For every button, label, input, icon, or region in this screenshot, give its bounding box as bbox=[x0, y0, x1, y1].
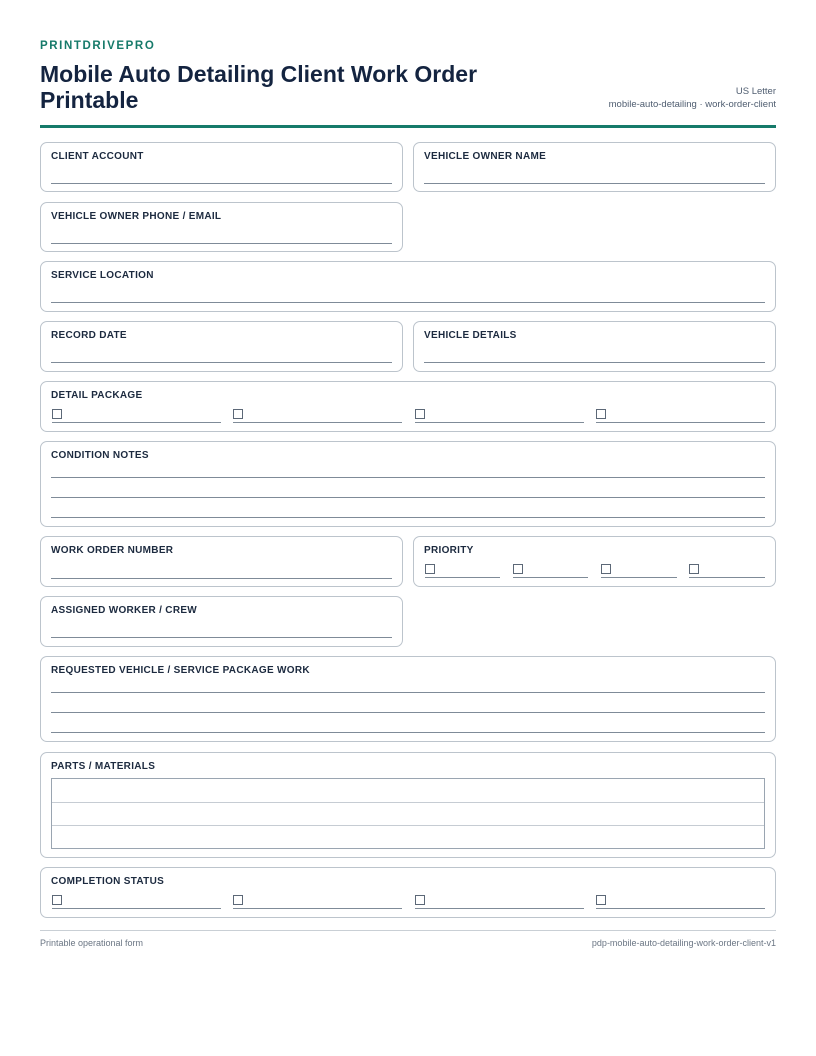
completion-status-label: COMPLETION STATUS bbox=[51, 876, 165, 887]
service-location-input-line[interactable] bbox=[51, 302, 765, 303]
priority-field bbox=[413, 536, 776, 587]
condition-notes-line[interactable] bbox=[51, 477, 765, 478]
detail-package-checkbox[interactable] bbox=[52, 409, 62, 419]
vehicle-details-field bbox=[413, 321, 776, 372]
detail-package-checkbox[interactable] bbox=[415, 409, 425, 419]
header-meta bbox=[609, 85, 776, 111]
vehicle-details-input-line[interactable] bbox=[424, 362, 765, 363]
completion-status-field bbox=[40, 867, 776, 918]
record-date-label: RECORD DATE bbox=[51, 330, 127, 341]
condition-notes-line[interactable] bbox=[51, 517, 765, 518]
condition-notes-label: CONDITION NOTES bbox=[51, 450, 149, 461]
parts-materials-field bbox=[40, 752, 776, 858]
completion-status-option-line[interactable] bbox=[52, 908, 221, 909]
condition-notes-line[interactable] bbox=[51, 497, 765, 498]
priority-checkbox[interactable] bbox=[513, 564, 523, 574]
priority-option-line[interactable] bbox=[425, 577, 500, 578]
vehicle-owner-contact-label: VEHICLE OWNER PHONE / EMAIL bbox=[51, 211, 222, 222]
footer-left-text: Printable operational form bbox=[40, 938, 144, 948]
parts-materials-label: PARTS / MATERIALS bbox=[51, 761, 156, 772]
client-account-label: CLIENT ACCOUNT bbox=[51, 151, 144, 162]
completion-status-checkbox[interactable] bbox=[415, 895, 425, 905]
condition-notes-field bbox=[40, 441, 776, 527]
vehicle-owner-contact-input-line[interactable] bbox=[51, 243, 392, 244]
completion-status-option-line[interactable] bbox=[596, 908, 765, 909]
completion-status-option-line[interactable] bbox=[233, 908, 402, 909]
form-tags: mobile-auto-detailing · work-order-client bbox=[608, 99, 776, 110]
client-account-field bbox=[40, 142, 403, 192]
completion-status-checkbox[interactable] bbox=[596, 895, 606, 905]
service-location-label: SERVICE LOCATION bbox=[51, 270, 154, 281]
record-date-input-line[interactable] bbox=[51, 362, 392, 363]
requested-work-line[interactable] bbox=[51, 692, 765, 693]
work-order-number-label: WORK ORDER NUMBER bbox=[51, 545, 174, 556]
vehicle-details-label: VEHICLE DETAILS bbox=[424, 330, 517, 341]
requested-work-label: REQUESTED VEHICLE / SERVICE PACKAGE WORK bbox=[51, 665, 310, 676]
vehicle-owner-name-field bbox=[413, 142, 776, 192]
assigned-worker-label: ASSIGNED WORKER / CREW bbox=[51, 605, 198, 616]
requested-work-line[interactable] bbox=[51, 712, 765, 713]
priority-option-line[interactable] bbox=[513, 577, 588, 578]
detail-package-option-line[interactable] bbox=[233, 422, 402, 423]
footer-form-id: pdp-mobile-auto-detailing-work-order-client-v1 bbox=[591, 938, 776, 948]
priority-option-line[interactable] bbox=[689, 577, 765, 578]
vehicle-owner-name-input-line[interactable] bbox=[424, 183, 765, 184]
parts-materials-table bbox=[51, 778, 765, 849]
assigned-worker-field bbox=[40, 596, 403, 647]
footer-divider bbox=[40, 930, 776, 931]
detail-package-field bbox=[40, 381, 776, 432]
detail-package-option-line[interactable] bbox=[596, 422, 765, 423]
brand-name: PRINTDRIVEPRO bbox=[40, 40, 156, 52]
detail-package-option-line[interactable] bbox=[52, 422, 221, 423]
assigned-worker-input-line[interactable] bbox=[51, 637, 392, 638]
detail-package-checkbox[interactable] bbox=[233, 409, 243, 419]
service-location-field bbox=[40, 261, 776, 312]
priority-option-line[interactable] bbox=[601, 577, 677, 578]
paper-size-label: US Letter bbox=[735, 86, 776, 97]
priority-label: PRIORITY bbox=[424, 545, 474, 556]
client-account-input-line[interactable] bbox=[51, 183, 392, 184]
work-order-number-field bbox=[40, 536, 403, 587]
detail-package-checkbox[interactable] bbox=[596, 409, 606, 419]
form-header bbox=[40, 54, 776, 128]
requested-work-field bbox=[40, 656, 776, 742]
page-title: Mobile Auto Detailing Client Work Order Printable bbox=[40, 61, 478, 113]
record-date-field bbox=[40, 321, 403, 372]
vehicle-owner-name-label: VEHICLE OWNER NAME bbox=[424, 151, 547, 162]
detail-package-label: DETAIL PACKAGE bbox=[51, 390, 143, 401]
requested-work-line[interactable] bbox=[51, 732, 765, 733]
priority-checkbox[interactable] bbox=[425, 564, 435, 574]
completion-status-option-line[interactable] bbox=[415, 908, 584, 909]
priority-checkbox[interactable] bbox=[601, 564, 611, 574]
table-row[interactable] bbox=[52, 825, 764, 826]
form-page bbox=[40, 40, 776, 128]
detail-package-option-line[interactable] bbox=[415, 422, 584, 423]
table-row[interactable] bbox=[52, 802, 764, 803]
work-order-number-input-line[interactable] bbox=[51, 578, 392, 579]
vehicle-owner-contact-field bbox=[40, 202, 403, 252]
completion-status-checkbox[interactable] bbox=[233, 895, 243, 905]
completion-status-checkbox[interactable] bbox=[52, 895, 62, 905]
priority-checkbox[interactable] bbox=[689, 564, 699, 574]
